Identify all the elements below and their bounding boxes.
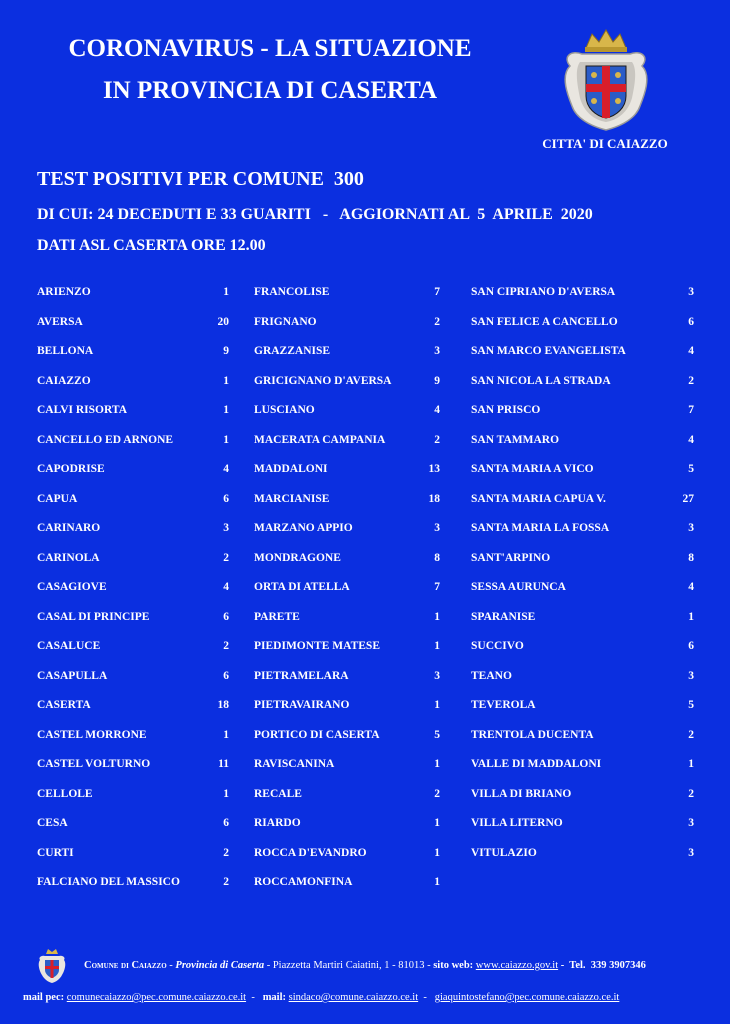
comune-row	[254, 491, 440, 521]
comune-count: 2	[223, 876, 229, 888]
comune-row	[254, 609, 440, 639]
comune-name: PIETRAVAIRANO	[254, 699, 350, 711]
comune-row	[471, 786, 694, 816]
footer-site-label: sito web:	[433, 960, 474, 971]
comune-name: CESA	[37, 817, 68, 829]
footer-crest-icon	[34, 948, 70, 984]
comune-count: 3	[688, 286, 694, 298]
comune-row	[254, 579, 440, 609]
comune-count: 1	[434, 699, 440, 711]
comune-row	[254, 845, 440, 875]
comune-count: 5	[688, 463, 694, 475]
comune-row	[471, 609, 694, 639]
comune-name: LUSCIANO	[254, 404, 315, 416]
comune-name: AVERSA	[37, 315, 83, 328]
footer-street: - Piazzetta Martiri Caiatini, 1 - 81013 -	[264, 960, 434, 971]
footer-mail-link-2[interactable]: giaquintostefano@pec.comune.caiazzo.ce.it	[434, 992, 620, 1003]
comune-name: VITULAZIO	[471, 846, 537, 859]
comune-count: 1	[688, 758, 694, 770]
comune-name: VALLE DI MADDALONI	[471, 758, 602, 770]
comune-row	[254, 550, 440, 580]
comune-name: SANTA MARIA A VICO	[471, 463, 594, 475]
comune-name: SAN MARCO EVANGELISTA	[471, 345, 626, 357]
comune-count: 3	[688, 846, 694, 859]
comune-row	[471, 343, 694, 373]
comune-row	[471, 373, 694, 403]
comune-row	[254, 638, 440, 668]
comune-name: SESSA AURUNCA	[471, 581, 566, 593]
comune-name: ROCCAMONFINA	[254, 876, 353, 888]
comune-row	[471, 520, 694, 550]
comune-count: 2	[434, 787, 440, 800]
comune-name: ORTA DI ATELLA	[254, 581, 350, 593]
comune-name: SANTA MARIA CAPUA V.	[471, 492, 606, 505]
comune-row	[37, 815, 229, 845]
comune-row	[254, 373, 440, 403]
comune-count: 4	[223, 581, 229, 593]
comune-row	[254, 520, 440, 550]
comune-count: 1	[223, 404, 229, 416]
comune-row	[37, 402, 229, 432]
summary-details: DI CUI: 24 DECEDUTI E 33 GUARITI - AGGIORNATI AL 5 APRILE 2020	[37, 206, 593, 223]
comune-row	[254, 343, 440, 373]
comune-name: CURTI	[37, 846, 74, 859]
footer-site-link[interactable]: www.caiazzo.gov.it	[475, 960, 559, 971]
comune-name: MONDRAGONE	[254, 551, 341, 564]
comune-row	[37, 550, 229, 580]
comune-name: CARINARO	[37, 522, 101, 534]
comune-row	[471, 314, 694, 344]
comune-row	[37, 668, 229, 698]
comune-count: 7	[688, 404, 694, 416]
comune-count: 4	[688, 581, 694, 593]
comune-count: 1	[223, 787, 229, 800]
comune-count: 2	[688, 787, 694, 800]
comune-name: SUCCIVO	[471, 640, 524, 652]
title-line-1: CORONAVIRUS - LA SITUAZIONE	[68, 35, 472, 62]
comune-count: 6	[688, 315, 694, 328]
comune-row	[37, 314, 229, 344]
footer-address	[84, 960, 714, 971]
comune-row	[37, 874, 229, 904]
comune-row	[37, 432, 229, 462]
comune-name: SAN PRISCO	[471, 404, 541, 416]
comune-row	[254, 786, 440, 816]
comune-row	[471, 432, 694, 462]
comune-name: CANCELLO ED ARNONE	[37, 433, 174, 446]
footer-pec-label: mail pec:	[23, 992, 65, 1003]
comune-name: SANTA MARIA LA FOSSA	[471, 522, 610, 534]
comune-name: SANT'ARPINO	[471, 551, 551, 564]
comune-count: 2	[688, 728, 694, 741]
comune-count: 6	[223, 817, 229, 829]
comune-row	[254, 815, 440, 845]
comune-row	[37, 638, 229, 668]
comune-name: GRICIGNANO D'AVERSA	[254, 374, 392, 387]
footer-sep: -	[166, 960, 176, 971]
comune-count: 1	[434, 758, 440, 770]
footer-mail-label: mail:	[262, 992, 287, 1003]
footer-mail: mail pec: comunecaiazzo@pec.comune.caiazzo.ce.it - mail: sindaco@comune.caiazzo.ce.it - giaquintostefano@pec.comune.caiazzo.ce.it	[23, 992, 620, 1003]
comune-name: TRENTOLA DUCENTA	[471, 728, 594, 741]
comune-name: RAVISCANINA	[254, 758, 335, 770]
comune-name: MARCIANISE	[254, 492, 330, 505]
title-line-2: IN PROVINCIA DI CASERTA	[102, 77, 438, 104]
comune-count: 4	[434, 404, 440, 416]
comune-name: CASALUCE	[37, 640, 101, 652]
comune-count: 11	[218, 758, 229, 770]
comune-count: 2	[688, 374, 694, 387]
comune-count: 3	[688, 669, 694, 682]
comune-count: 6	[688, 640, 694, 652]
comune-row	[37, 520, 229, 550]
comune-row	[471, 402, 694, 432]
comune-name: CELLOLE	[37, 787, 93, 800]
comune-count: 5	[434, 728, 440, 741]
comune-row	[471, 815, 694, 845]
comune-count: 1	[434, 640, 440, 652]
comune-count: 4	[688, 345, 694, 357]
comune-count: 8	[688, 551, 694, 564]
comune-count: 20	[217, 315, 229, 328]
comune-count: 2	[223, 640, 229, 652]
comune-count: 1	[434, 817, 440, 829]
comune-row	[471, 668, 694, 698]
comune-row	[471, 727, 694, 757]
comune-name: ARIENZO	[37, 286, 91, 298]
comune-name: VILLA DI BRIANO	[471, 787, 572, 800]
footer-provincia: Provincia di Caserta	[175, 960, 265, 971]
comune-count: 1	[223, 374, 229, 387]
comune-name: CASAL DI PRINCIPE	[37, 610, 150, 623]
page-title	[20, 28, 520, 112]
comune-row	[254, 284, 440, 314]
comune-count: 4	[223, 463, 229, 475]
comune-name: MARZANO APPIO	[254, 522, 353, 534]
comune-count: 2	[223, 551, 229, 564]
comune-count: 4	[688, 433, 694, 446]
comune-name: CASERTA	[37, 699, 91, 711]
comune-name: ROCCA D'EVANDRO	[254, 846, 367, 859]
comune-row	[471, 638, 694, 668]
comune-row	[471, 461, 694, 491]
comune-name: PORTICO DI CASERTA	[254, 728, 380, 741]
comune-count: 2	[434, 433, 440, 446]
comune-row	[37, 727, 229, 757]
comune-count: 27	[682, 492, 694, 505]
comune-name: VILLA LITERNO	[471, 817, 563, 829]
comune-name: MADDALONI	[254, 463, 328, 475]
comune-row	[37, 845, 229, 875]
footer-pec-link[interactable]: comunecaiazzo@pec.comune.caiazzo.ce.it	[66, 992, 247, 1003]
comune-name: PIEDIMONTE MATESE	[254, 640, 380, 652]
comune-count: 2	[223, 846, 229, 859]
comune-count: 1	[434, 846, 440, 859]
comune-name: BELLONA	[37, 345, 94, 357]
comune-row	[254, 727, 440, 757]
comune-row	[471, 550, 694, 580]
comune-name: SAN FELICE A CANCELLO	[471, 315, 618, 328]
comune-count: 3	[434, 669, 440, 682]
comune-name: FRANCOLISE	[254, 286, 330, 298]
comune-count: 7	[434, 581, 440, 593]
comune-name: RECALE	[254, 787, 302, 800]
comune-name: PARETE	[254, 610, 300, 623]
comune-name: CAIAZZO	[37, 374, 91, 387]
comune-name: CASTEL VOLTURNO	[37, 758, 151, 770]
comune-count: 5	[688, 699, 694, 711]
comune-row	[471, 491, 694, 521]
comune-row	[37, 756, 229, 786]
comune-count: 3	[688, 522, 694, 534]
comune-name: TEANO	[471, 669, 512, 682]
comune-row	[37, 491, 229, 521]
comuni-column-2	[254, 284, 440, 904]
comune-row	[471, 697, 694, 727]
comune-row	[37, 609, 229, 639]
comune-row	[37, 284, 229, 314]
comune-row	[37, 579, 229, 609]
comune-count: 18	[428, 492, 440, 505]
comune-row	[254, 874, 440, 904]
comune-name: GRAZZANISE	[254, 345, 331, 357]
comune-row	[37, 373, 229, 403]
comune-name: SAN NICOLA LA STRADA	[471, 374, 611, 387]
comune-name: FALCIANO DEL MASSICO	[37, 876, 180, 888]
comune-count: 1	[223, 433, 229, 446]
comune-count: 1	[223, 286, 229, 298]
comune-row	[37, 786, 229, 816]
comune-count: 6	[223, 610, 229, 623]
comune-name: CARINOLA	[37, 551, 100, 564]
comune-name: TEVEROLA	[471, 699, 536, 711]
comune-row	[254, 461, 440, 491]
comune-name: CAPODRISE	[37, 463, 105, 475]
comune-count: 8	[434, 551, 440, 564]
comune-name: MACERATA CAMPANIA	[254, 433, 386, 446]
footer-comune: Comune di Caiazzo	[84, 960, 167, 971]
comune-name: FRIGNANO	[254, 315, 317, 328]
comune-name: CAPUA	[37, 492, 78, 505]
comune-count: 9	[434, 374, 440, 387]
comune-count: 6	[223, 492, 229, 505]
footer-mail-link-1[interactable]: sindaco@comune.caiazzo.ce.it	[288, 992, 419, 1003]
comune-name: SAN TAMMARO	[471, 433, 560, 446]
comune-count: 1	[688, 610, 694, 623]
comune-name: SAN CIPRIANO D'AVERSA	[471, 286, 616, 298]
comune-count: 3	[434, 522, 440, 534]
comune-row	[37, 343, 229, 373]
comune-count: 1	[223, 728, 229, 741]
comune-count: 9	[223, 345, 229, 357]
comune-name: SPARANISE	[471, 610, 536, 623]
comune-count: 1	[434, 876, 440, 888]
comune-row	[254, 756, 440, 786]
comune-row	[254, 668, 440, 698]
comune-row	[254, 402, 440, 432]
comune-name: RIARDO	[254, 817, 301, 829]
comune-row	[471, 284, 694, 314]
comune-row	[471, 845, 694, 875]
comune-row	[254, 697, 440, 727]
summary-source: DATI ASL CASERTA ORE 12.00	[37, 237, 266, 254]
comune-count: 7	[434, 286, 440, 298]
comune-row	[471, 579, 694, 609]
comune-name: CASAPULLA	[37, 669, 108, 682]
comune-count: 3	[223, 522, 229, 534]
comune-row	[37, 697, 229, 727]
comune-name: CASAGIOVE	[37, 581, 107, 593]
comune-count: 13	[428, 463, 440, 475]
comune-name: CASTEL MORRONE	[37, 728, 147, 741]
comuni-column-3	[471, 284, 694, 874]
comune-count: 18	[217, 699, 229, 711]
comune-name: PIETRAMELARA	[254, 669, 349, 682]
comune-row	[254, 314, 440, 344]
comune-count: 2	[434, 315, 440, 328]
comune-count: 3	[688, 817, 694, 829]
comune-row	[254, 432, 440, 462]
comuni-column-1	[37, 284, 229, 904]
footer-tel: - Tel. 339 3907346	[558, 960, 646, 971]
summary-total: TEST POSITIVI PER COMUNE 300	[37, 168, 364, 190]
city-label: CITTA' DI CAIAZZO	[542, 136, 668, 151]
comune-row	[37, 461, 229, 491]
city-crest-icon	[552, 26, 660, 134]
comune-count: 3	[434, 345, 440, 357]
comune-count: 6	[223, 669, 229, 682]
comune-name: CALVI RISORTA	[37, 404, 128, 416]
comune-count: 1	[434, 610, 440, 623]
comune-row	[471, 756, 694, 786]
